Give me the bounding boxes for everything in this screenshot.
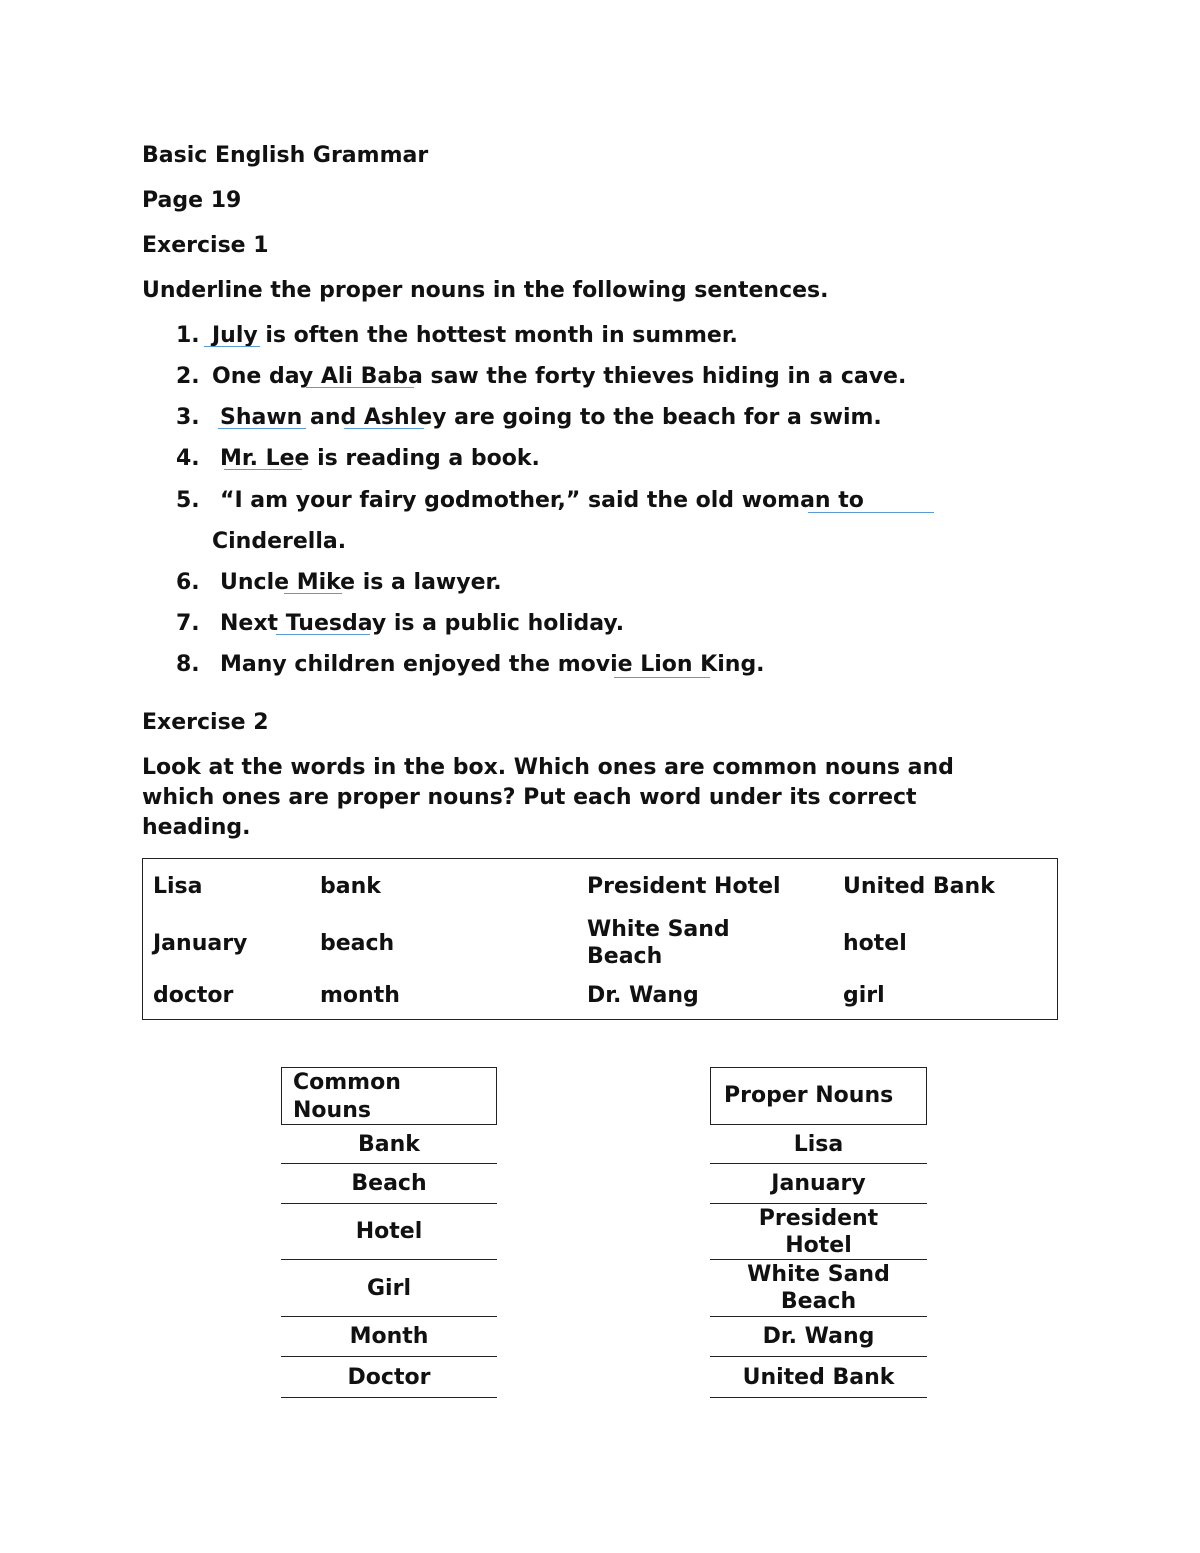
list-item-number: 5.	[176, 488, 200, 513]
word-box	[142, 858, 1058, 1020]
underline-mark	[218, 428, 306, 429]
exercise1-heading: Exercise 1	[142, 233, 269, 258]
answer-cell: Girl	[281, 1260, 497, 1317]
underline-mark	[808, 512, 934, 513]
word-box-cell: Dr. Wang	[587, 983, 699, 1008]
word-box-cell: Lisa	[153, 874, 203, 899]
word-box-cell: President Hotel	[587, 874, 781, 899]
underline-mark	[224, 469, 302, 470]
answer-cell: Month	[281, 1317, 497, 1357]
list-item-number: 1.	[176, 323, 200, 348]
word-box-cell: hotel	[843, 931, 907, 956]
list-item: Uncle Mike is a lawyer.	[220, 570, 502, 595]
list-item-number: 2.	[176, 364, 200, 389]
instruction-line: Look at the words in the box. Which ones are common nouns and	[142, 755, 954, 780]
answer-cell: Lisa	[710, 1125, 927, 1164]
list-item-continuation: Cinderella.	[212, 529, 347, 554]
answer-cell: President Hotel	[710, 1204, 927, 1260]
answer-cell: January	[710, 1164, 927, 1204]
underline-mark	[276, 634, 370, 635]
instruction-line: heading.	[142, 815, 251, 840]
answer-cell: Doctor	[281, 1357, 497, 1398]
answer-cell: Dr. Wang	[710, 1317, 927, 1357]
list-item-number: 3.	[176, 405, 200, 430]
word-box-cell: January	[153, 931, 248, 956]
instruction-line: which ones are proper nouns? Put each word under its correct	[142, 785, 917, 810]
list-item: One day Ali Baba saw the forty thieves hiding in a cave.	[212, 364, 907, 389]
page-number: Page 19	[142, 188, 242, 213]
answer-cell: Beach	[281, 1164, 497, 1204]
word-box-cell: girl	[843, 983, 885, 1008]
underline-mark	[204, 346, 260, 347]
document-title: Basic English Grammar	[142, 143, 429, 168]
proper-nouns-header: Proper Nouns	[710, 1067, 927, 1125]
underline-mark	[284, 593, 342, 594]
list-item: Many children enjoyed the movie Lion King.	[220, 652, 765, 677]
word-box-cell: month	[320, 983, 400, 1008]
list-item-number: 6.	[176, 570, 200, 595]
underline-mark	[344, 428, 424, 429]
word-box-cell: White Sand Beach	[587, 917, 730, 969]
answer-cell: Hotel	[281, 1204, 497, 1260]
answer-cell: United Bank	[710, 1357, 927, 1398]
list-item: July is often the hottest month in summer.	[212, 323, 738, 348]
list-item-number: 8.	[176, 652, 200, 677]
word-box-cell: bank	[320, 874, 381, 899]
word-box-cell: United Bank	[843, 874, 995, 899]
answer-cell: Bank	[281, 1125, 497, 1164]
exercise1-instruction: Underline the proper nouns in the following sentences.	[142, 278, 829, 303]
list-item-number: 7.	[176, 611, 200, 636]
list-item: Shawn and Ashley are going to the beach for a swim.	[220, 405, 882, 430]
exercise2-heading: Exercise 2	[142, 710, 269, 735]
common-nouns-header: Common Nouns	[281, 1067, 497, 1125]
list-item: Mr. Lee is reading a book.	[220, 446, 540, 471]
answer-cell: White Sand Beach	[710, 1260, 927, 1317]
underline-mark	[306, 387, 414, 388]
list-item-number: 4.	[176, 446, 200, 471]
list-item: Next Tuesday is a public holiday.	[220, 611, 625, 636]
word-box-cell: beach	[320, 931, 395, 956]
list-item: “I am your fairy godmother,” said the old woman to	[220, 488, 864, 513]
underline-mark	[614, 677, 710, 678]
word-box-cell: doctor	[153, 983, 234, 1008]
